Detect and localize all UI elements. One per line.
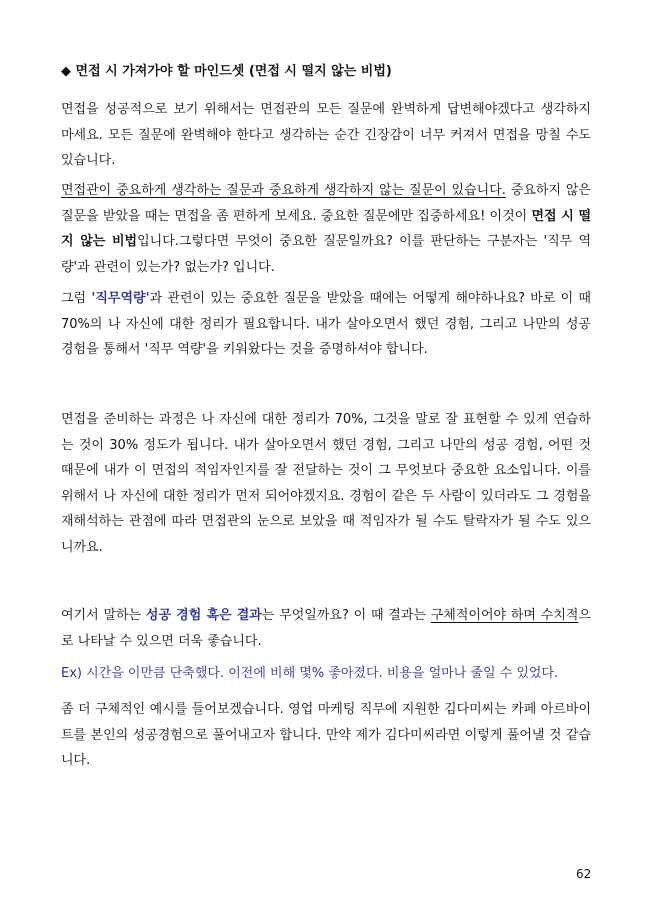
page-number: 62	[576, 867, 592, 881]
paragraph-4: 면접을 준비하는 과정은 나 자신에 대한 정리가 70%, 그것을 말로 잘 표현할 수 있게 연습하는 것이 30% 정도가 됩니다. 내가 살아오면서 했던 경험, 그리고 나만의 성공 경험, 어떤 것 때문에 내가 이 면접의 적임자인지를 잘 전달하는 것이 그 무엇보다 중요한 요소입니다. 이를 위해서 나 자신에 대한 정리가 먼저 되어야겠지요. 경험이 같은 두 사람이 있더라도 그 경험을 재해석하는 관점에 따라 면접관의 눈으로 보았을 때 적임자가 될 수도 탈락자가 될 수도 있으니까요.	[61, 412, 591, 555]
section-heading: ◆ 면접 시 가져가야 할 마인드셋 (면접 시 떨지 않는 비법)	[61, 64, 392, 79]
underlined-text: 구체적이어야 하며 수치적	[430, 608, 579, 623]
underlined-text: 면접관이 중요하게 생각하는 질문과 중요하게 생각하지 않는 질문이 있습니다.	[61, 183, 506, 198]
highlight-text: '직무역량'	[91, 291, 150, 306]
paragraph-1: 면접을 성공적으로 보기 위해서는 면접관의 모든 질문에 완벽하게 답변해야겠다고 생각하지 마세요. 모든 질문에 완벽해야 한다고 생각하는 순간 긴장감이 너무 커져서 면접을 망칠 수도 있습니다.	[61, 102, 591, 168]
paragraph-3: 그럼 '직무역량'과 관련이 있는 중요한 질문을 받았을 때에는 어떻게 해야하나요? 바로 이 때 70%의 나 자신에 대한 정리가 필요합니다. 내가 살아오면서 했던 경험, 그리고 나만의 성공 경험을 통해서 '직무 역량'을 키워왔다는 것을 증명하셔야 합니다.	[61, 291, 591, 357]
paragraph-6: 좀 더 구체적인 예시를 들어보겠습니다. 영업 마케팅 직무에 지원한 김다미씨는 카페 아르바이트를 본인의 성공경험으로 풀어내고자 합니다. 만약 제가 김다미씨라면 이렇게 풀어낼 것 같습니다.	[61, 702, 591, 768]
highlight-text: 성공 경험 혹은 결과	[145, 608, 262, 623]
paragraph-5: 여기서 말하는 성공 경험 혹은 결과는 무엇일까요? 이 때 결과는 구체적이어야 하며 수치적으로 나타날 수 있으면 더욱 좋습니다.	[61, 608, 591, 649]
bold-text: 면접 시 떨지 않는 비법	[61, 208, 591, 249]
paragraph-2: 면접관이 중요하게 생각하는 질문과 중요하게 생각하지 않는 질문이 있습니다. 중요하지 않은 질문을 받았을 때는 면접을 좀 편하게 보세요. 중요한 질문에만 집중하세요! 이것이 면접 시 떨지 않는 비법입니다.그렇다면 무엇이 중요한 질문일까요? 이를 판단하는 구분자는 '직무 역량'과 관련이 있는가? 없는가? 입니다.	[61, 183, 592, 275]
example-line: Ex) 시간을 이만큼 단축했다. 이전에 비해 몇% 좋아졌다. 비용을 얼마나 줄일 수 있었다.	[61, 666, 559, 681]
